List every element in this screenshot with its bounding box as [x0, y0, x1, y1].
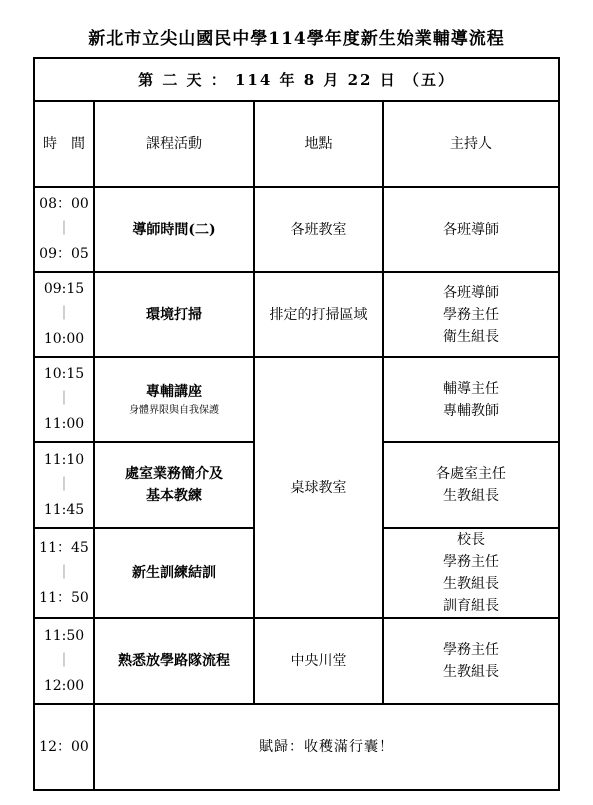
col-host-header: 主持人 — [383, 101, 559, 187]
host-cell — [383, 528, 559, 618]
host-name: 各班導師 — [443, 284, 500, 301]
host-name: 學務主任 — [443, 306, 500, 323]
time-separator: ｜ — [57, 476, 71, 493]
host-cell — [383, 442, 559, 528]
host-name: 校長 — [457, 532, 486, 548]
activity-cell: 新生訓練結訓 — [94, 528, 254, 618]
day-header: 第 二 天 ： 114 年 8 月 22 日 （五） — [34, 58, 559, 101]
time-separator: ｜ — [57, 221, 71, 237]
table-row — [34, 357, 559, 442]
activity-cell: 熟悉放學路隊流程 — [94, 618, 254, 704]
location-cell: 桌球教室 — [254, 357, 383, 618]
time-separator: ｜ — [57, 306, 71, 322]
time-separator: ｜ — [57, 564, 71, 581]
activity-title: 專輔講座 — [146, 383, 202, 400]
end-time: 11:00 — [43, 416, 85, 432]
start-time: 08：00 — [39, 196, 89, 212]
schedule-table — [33, 57, 560, 791]
table-row-final — [34, 704, 559, 790]
time-separator: ｜ — [57, 652, 71, 669]
location-cell: 排定的打掃區域 — [254, 272, 383, 357]
host-cell — [383, 187, 559, 272]
end-time: 11:45 — [43, 501, 85, 518]
final-text-cell: 賦歸：收穫滿行囊！ — [94, 704, 559, 790]
col-activity-header: 課程活動 — [94, 101, 254, 187]
activity-cell: 導師時間(二) — [94, 187, 254, 272]
activity-subtitle: 身體界限與自我保護 — [129, 404, 219, 416]
column-header-row — [34, 101, 559, 187]
host-name: 學務主任 — [443, 554, 500, 570]
activity-title-line: 處室業務簡介及 — [125, 466, 223, 482]
location-cell: 中央川堂 — [254, 618, 383, 704]
end-time: 12:00 — [43, 677, 85, 694]
activity-title-line: 基本教練 — [146, 488, 202, 504]
time-cell — [34, 528, 94, 618]
end-time: 11：50 — [39, 589, 89, 606]
host-cell — [383, 357, 559, 442]
table-row — [34, 618, 559, 704]
col-time-header: 時 間 — [34, 101, 94, 187]
host-name: 訓育組長 — [443, 598, 500, 614]
host-name: 衛生組長 — [443, 328, 500, 345]
host-name: 學務主任 — [443, 642, 500, 658]
host-name: 輔導主任 — [443, 380, 500, 397]
location-cell: 各班教室 — [254, 187, 383, 272]
start-time: 10:15 — [43, 366, 85, 382]
time-cell — [34, 442, 94, 528]
host-name: 各處室主任 — [436, 466, 507, 482]
time-cell — [34, 187, 94, 272]
end-time: 09：05 — [39, 246, 89, 262]
time-separator: ｜ — [57, 391, 71, 407]
day-header-row — [34, 58, 559, 101]
end-time: 10:00 — [43, 331, 85, 347]
start-time: 11：45 — [39, 539, 89, 556]
start-time: 11:10 — [43, 451, 85, 468]
page-title: 新北市立尖山國民中學114學年度新生始業輔導流程 — [88, 29, 505, 49]
activity-cell — [94, 357, 254, 442]
host-name: 專輔教師 — [443, 402, 500, 419]
time-cell — [34, 272, 94, 357]
host-cell — [383, 272, 559, 357]
host-cell — [383, 618, 559, 704]
time-cell — [34, 618, 94, 704]
table-row — [34, 272, 559, 357]
final-time-cell: 12：00 — [34, 704, 94, 790]
host-name: 生教組長 — [443, 664, 500, 680]
host-name: 各班導師 — [443, 221, 500, 238]
activity-cell — [94, 442, 254, 528]
col-location-header: 地點 — [254, 101, 383, 187]
host-name: 生教組長 — [443, 576, 500, 592]
activity-cell: 環境打掃 — [94, 272, 254, 357]
time-cell — [34, 357, 94, 442]
host-name: 生教組長 — [443, 488, 500, 504]
start-time: 09:15 — [43, 281, 85, 297]
start-time: 11:50 — [43, 627, 85, 644]
table-row — [34, 187, 559, 272]
